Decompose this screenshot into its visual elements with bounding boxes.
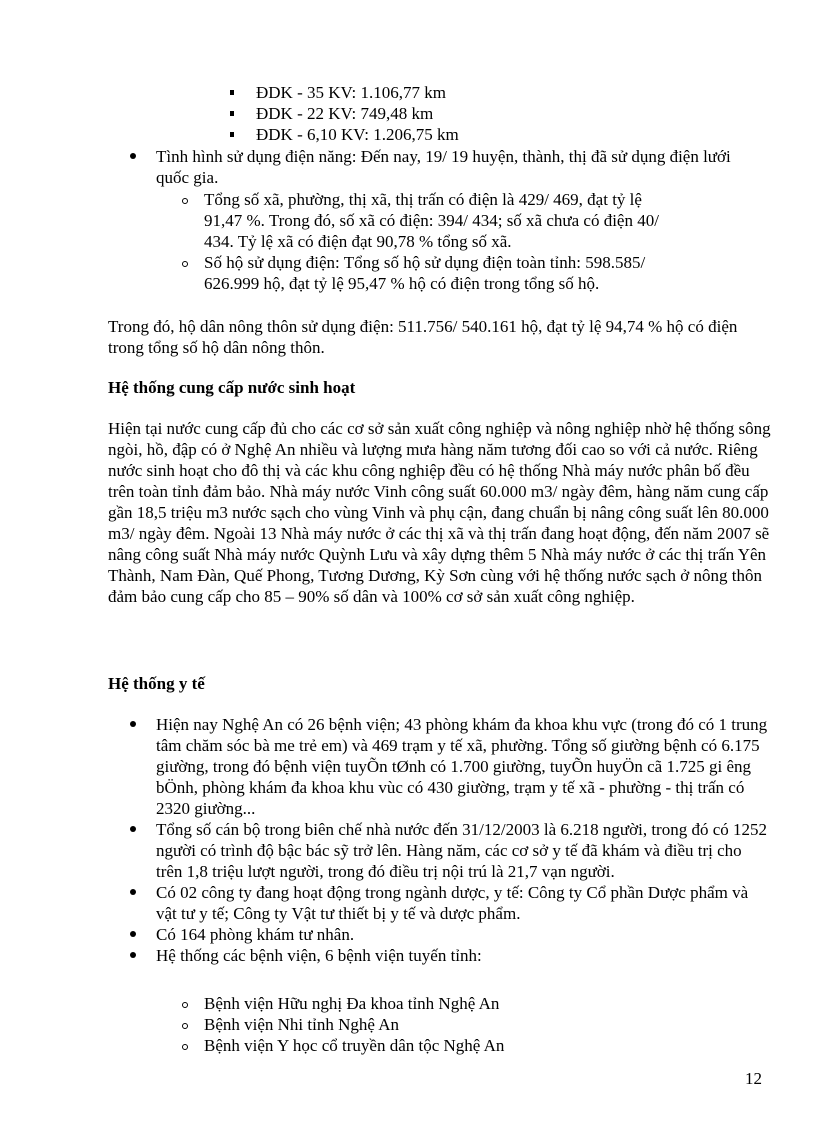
list-item: Tổng số cán bộ trong biên chế nhà nước đến 31/12/2003 là 6.218 người, trong đó có 1252 người có trình độ bậc bác sỹ trở lên. Hàng năm, các cơ sở y tế đã khám và điều trị cho trên 1,8 triệu lượt người, trong đó điều trị nội trú là 21,7 vạn người. <box>156 820 767 881</box>
list-item: Bệnh viện Y học cổ truyền dân tộc Nghệ An <box>204 1035 704 1056</box>
rural-electricity-paragraph: Trong đó, hộ dân nông thôn sử dụng điện: 511.756/ 540.161 hộ, đạt tỷ lệ 94,74 % hộ có điện trong tổng số hộ dân nông thôn. <box>108 317 738 357</box>
list-item: Hệ thống các bệnh viện, 6 bệnh viện tuyến tỉnh: <box>156 945 768 966</box>
list-item: Bệnh viện Nhi tỉnh Nghệ An <box>204 1014 704 1035</box>
list-item: Hiện nay Nghệ An có 26 bệnh viện; 43 phòng khám đa khoa khu vực (trong đó có 1 trung tâm chăm sóc bà me trẻ em) và 469 trạm y tế xã, phường. Tổng số giường bệnh có 6.175 giường, trong đó bệnh viện tuyÕn tØnh có 1.700 giường, tuyÕn huyÖn cã 1.725 gi êng bÖnh, phòng khám đa khoa khu vùc có 430 giường, trạm y tế xã - phường - thị trấn có 2320 giường... <box>156 715 768 818</box>
health-heading: Hệ thống y tế <box>108 674 205 693</box>
hospital-list <box>204 993 704 1056</box>
list-item: Tình hình sử dụng điện năng: Đến nay, 19/ 19 huyện, thành, thị đã sử dụng điện lưới quốc gia. <box>156 146 736 188</box>
water-paragraph: Hiện tại nước cung cấp đủ cho các cơ sở sản xuất công nghiệp và nông nghiệp nhờ hệ thống sông ngòi, hồ, đập có ở Nghệ An nhiều và lượng mưa hàng năm tương đối cao so với cả nước. Riêng nước sinh hoạt cho đô thị và các khu công nghiệp đều có hệ thống Nhà máy nước phân bố đều trên toàn tỉnh đảm bảo. Nhà máy nước Vinh công suất 60.000 m3/ ngày đêm, hàng năm cung cấp gần 18,5 triệu m3 nước sạch cho vùng Vinh và phụ cận, đang chuẩn bị nâng công suất lên 80.000 m3/ ngày đêm. Ngoài 13 Nhà máy nước ở các thị xã và thị trấn đang hoạt động, đến năm 2007 sẽ nâng công suất Nhà máy nước Quỳnh Lưu và xây dựng thêm 5 Nhà máy nước ở các thị trấn Yên Thành, Nam Đàn, Quế Phong, Tương Dương, Kỳ Sơn cùng với hệ thống nước sạch ở nông thôn đảm bảo cung cấp cho 85 – 90% số dân và 100% cơ sở sản xuất công nghiệp. <box>108 419 771 606</box>
list-item: Số hộ sử dụng điện: Tổng số hộ sử dụng điện toàn tỉnh: 598.585/ 626.999 hộ, đạt tỷ lệ 95,47 % hộ có điện trong tổng số hộ. <box>204 252 682 294</box>
list-item: Có 164 phòng khám tư nhân. <box>156 924 768 945</box>
list-item: ĐDK - 35 KV: 1.106,77 km <box>256 82 556 103</box>
page-number: 12 <box>745 1069 762 1088</box>
health-list <box>156 714 768 966</box>
list-item: Tổng số xã, phường, thị xã, thị trấn có điện là 429/ 469, đạt tỷ lệ 91,47 %. Trong đó, số xã có điện: 394/ 434; số xã chưa có điện 40/ 434. Tỷ lệ xã có điện đạt 90,78 % tổng số xã. <box>204 189 682 252</box>
list-item: Có 02 công ty đang hoạt động trong ngành dược, y tế: Công ty Cổ phần Dược phẩm và vật tư y tế; Công ty Vật tư thiết bị y tế và dược phẩm. <box>156 882 768 924</box>
list-item: ĐDK - 6,10 KV: 1.206,75 km <box>256 124 556 145</box>
list-item: ĐDK - 22 KV: 749,48 km <box>256 103 556 124</box>
water-heading: Hệ thống cung cấp nước sinh hoạt <box>108 378 356 397</box>
electricity-sub-list <box>204 189 682 294</box>
electricity-usage-list <box>156 146 736 188</box>
power-lines-list <box>256 82 556 145</box>
list-item: Bệnh viện Hữu nghị Đa khoa tỉnh Nghệ An <box>204 993 704 1014</box>
